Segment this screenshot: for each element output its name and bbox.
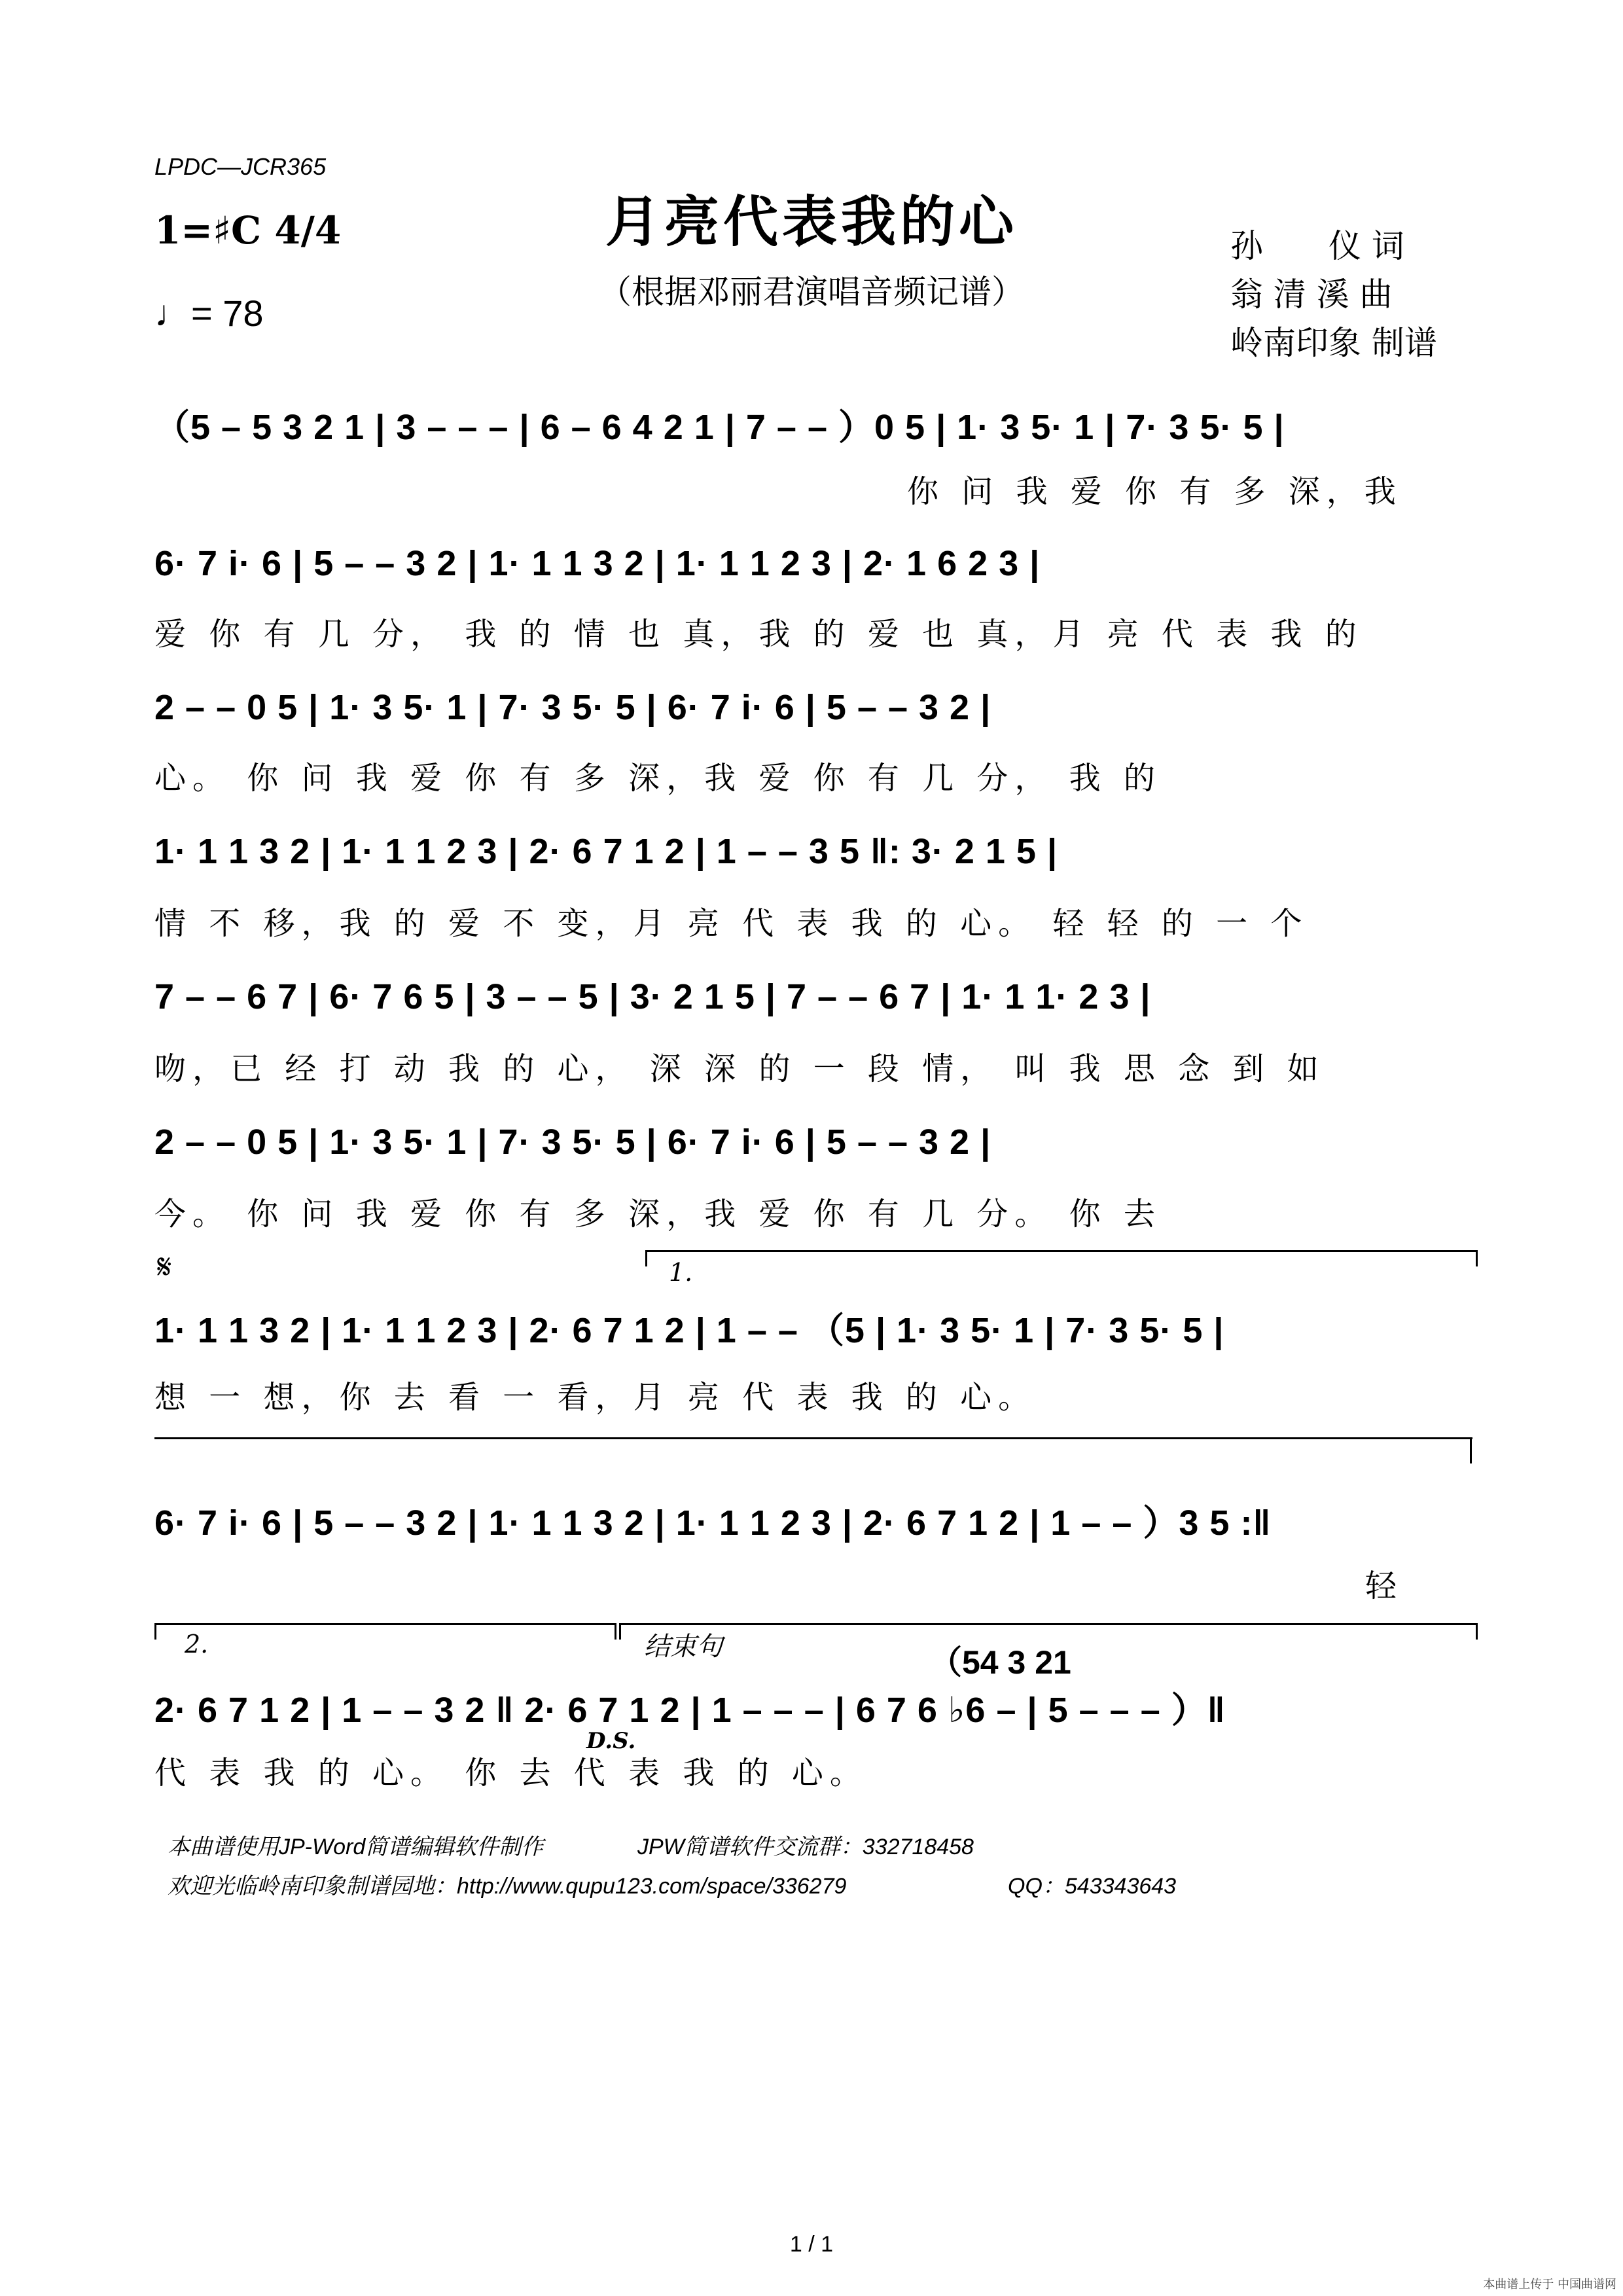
lyric-row-6: 今。 你 问 我 爱 你 有 多 深，我 爱 你 有 几 分。 你 去 — [154, 1196, 1162, 1232]
lyric-row-2: 爱 你 有 几 分， 我 的 情 也 真，我 的 爱 也 真，月 亮 代 表 我 的 — [154, 616, 1363, 653]
transcriber-credit: 岭南印象 制谱 — [1230, 324, 1437, 362]
lyric-row-8: 轻 — [1365, 1568, 1404, 1604]
first-ending-bracket — [645, 1250, 1478, 1266]
composer-credit: 翁 清 溪 曲 — [1230, 276, 1393, 314]
footer-website-note[interactable]: 欢迎光临岭南印象制谱园地：http://www.qupu123.com/space/336279 — [168, 1874, 847, 1899]
segno-sign: 𝄋 — [157, 1247, 172, 1287]
notation-row-8: 6· 7 i· 6 | 5 – – 3 2 | 1· 1 1 3 2 | 1· 1 1 2 3 | 2· 6 7 1 2 | 1 – – ）3 5 :‖ — [154, 1503, 1272, 1543]
notation-row-2: 6· 7 i· 6 | 5 – – 3 2 | 1· 1 1 3 2 | 1· 1 1 2 3 | 2· 1 6 2 3 | — [154, 544, 1041, 583]
lyric-row-3: 心。 你 问 我 爱 你 有 多 深，我 爱 你 有 几 分， 我 的 — [154, 760, 1162, 797]
first-ending-label: 1. — [669, 1258, 693, 1287]
notation-row-6: 2 – – 0 5 | 1· 3 5· 1 | 7· 3 5· 5 | 6· 7 i· 6 | 5 – – 3 2 | — [154, 1122, 991, 1162]
upload-stamp: 本曲谱上传于 中国曲谱网 — [1483, 2278, 1616, 2291]
upper-voice-notes: （54 3 21 — [929, 1644, 1071, 1681]
footer-group-note: JPW简谱软件交流群：332718458 — [637, 1835, 974, 1859]
first-ending-continuation-tick — [1470, 1437, 1472, 1463]
lyric-row-1: 你 问 我 爱 你 有 多 深，我 — [907, 473, 1402, 510]
page-number: 1 / 1 — [789, 2232, 834, 2257]
notation-row-3: 2 – – 0 5 | 1· 3 5· 1 | 7· 3 5· 5 | 6· 7 i· 6 | 5 – – 3 2 | — [154, 688, 991, 727]
lyric-row-4: 情 不 移，我 的 爱 不 变，月 亮 代 表 我 的 心。 轻 轻 的 一 个 — [154, 905, 1309, 942]
key-signature: 1=♯C 4/4 — [154, 208, 342, 253]
notation-row-9: 2· 6 7 1 2 | 1 – – 3 2 ‖ 2· 6 7 1 2 | 1 – – – | 6 7 6 ♭6 – | 5 – – – ）‖ — [154, 1691, 1226, 1730]
lyric-row-9: 代 表 我 的 心。 你 去 代 表 我 的 心。 — [154, 1755, 868, 1791]
ending-label: 结束句 — [644, 1632, 722, 1662]
page-title: 月亮代表我的心 — [605, 189, 1018, 254]
footer-qq-note: QQ：543343643 — [1008, 1874, 1177, 1899]
first-ending-continuation-line — [154, 1437, 1472, 1439]
notation-row-7: 1· 1 1 3 2 | 1· 1 1 2 3 | 2· 6 7 1 2 | 1 – – （5 | 1· 3 5· 1 | 7· 3 5· 5 | — [154, 1311, 1224, 1350]
tempo-marking: ♩= 78 — [154, 293, 264, 334]
second-ending-bracket — [154, 1623, 616, 1640]
score-code: LPDC—JCR365 — [154, 153, 327, 180]
second-ending-label: 2. — [185, 1630, 209, 1659]
lyricist-credit: 孙 仪 词 — [1230, 227, 1404, 265]
footer-software-note: 本曲谱使用JP-Word简谱编辑软件制作 — [168, 1835, 544, 1859]
notation-row-4: 1· 1 1 3 2 | 1· 1 1 2 3 | 2· 6 7 1 2 | 1 – – 3 5 ‖: 3· 2 1 5 | — [154, 832, 1058, 871]
dal-segno-mark: D.S. — [586, 1728, 636, 1754]
lyric-row-5: 吻，已 经 打 动 我 的 心， 深 深 的 一 段 情， 叫 我 思 念 到 如 — [154, 1050, 1325, 1087]
page-subtitle: （根据邓丽君演唱音频记谱） — [599, 273, 1024, 311]
notation-row-1: （5 – 5 3 2 1 | 3 – – – | 6 – 6 4 2 1 | 7 – – ）0 5 | 1· 3 5· 1 | 7· 3 5· 5 | — [154, 408, 1285, 447]
lyric-row-7: 想 一 想，你 去 看 一 看，月 亮 代 表 我 的 心。 — [154, 1379, 1037, 1416]
notation-row-5: 7 – – 6 7 | 6· 7 6 5 | 3 – – 5 | 3· 2 1 5 | 7 – – 6 7 | 1· 1 1· 2 3 | — [154, 977, 1151, 1016]
